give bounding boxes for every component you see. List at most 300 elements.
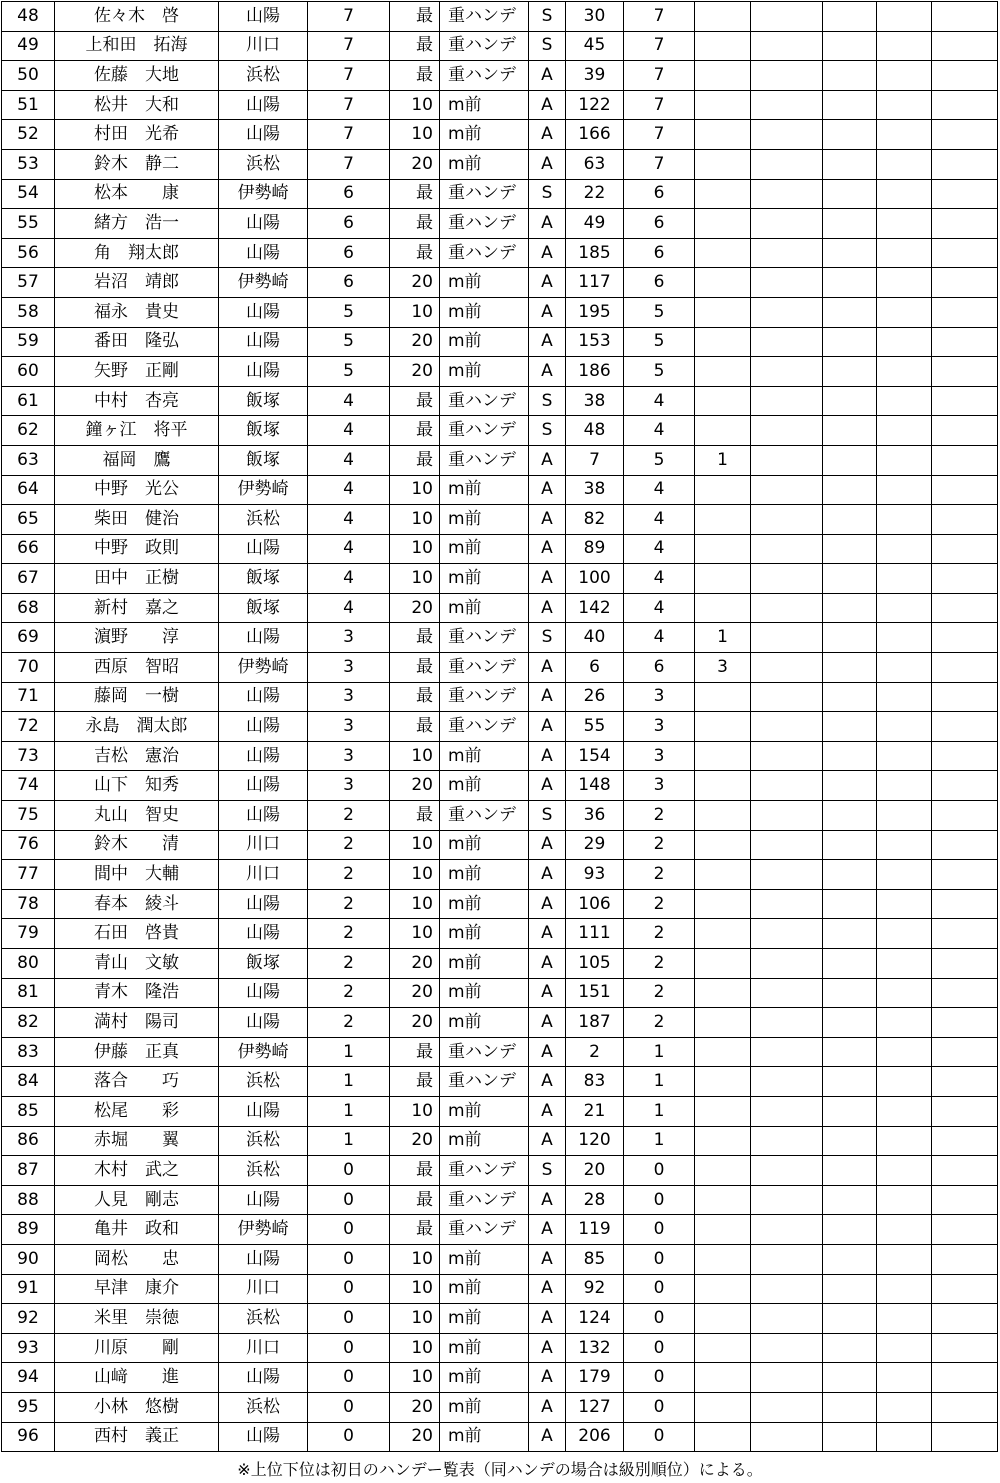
rank-class-cell: A: [529, 1185, 566, 1215]
home-track-cell: 山陽: [219, 741, 308, 771]
handicap-class-cell: 重ハンデ: [440, 653, 529, 683]
handicap-order-cell: 92: [566, 1274, 624, 1304]
empty-cell: [932, 1037, 998, 1067]
handicap-order-cell: 82: [566, 505, 624, 535]
table-row: [2, 31, 998, 61]
empty-cell: [751, 209, 823, 239]
empty-cell: [877, 90, 932, 120]
empty-cell: [932, 801, 998, 831]
home-track-cell: 山陽: [219, 327, 308, 357]
table-row: [2, 1363, 998, 1393]
empty-cell: [877, 593, 932, 623]
rank-class-cell: A: [529, 1392, 566, 1422]
racer-name-cell: 満村 陽司: [55, 1008, 219, 1038]
extra-score-cell: [695, 741, 751, 771]
empty-cell: [877, 1156, 932, 1186]
table-row: [2, 1156, 998, 1186]
empty-cell: [877, 327, 932, 357]
empty-cell: [823, 534, 877, 564]
handicap-class-cell: m前: [440, 1422, 529, 1452]
table-row: [2, 593, 998, 623]
rank-class-cell: A: [529, 1333, 566, 1363]
empty-cell: [751, 1422, 823, 1452]
table-row: [2, 475, 998, 505]
empty-cell: [751, 327, 823, 357]
handicap-order-cell: 93: [566, 860, 624, 890]
racer-name-cell: 小林 悠樹: [55, 1392, 219, 1422]
extra-score-cell: [695, 327, 751, 357]
rank-class-cell: A: [529, 238, 566, 268]
handicap-order-cell: 63: [566, 149, 624, 179]
empty-cell: [751, 416, 823, 446]
total-score-cell: 2: [624, 860, 695, 890]
handicap-distance-cell: 10: [390, 1274, 440, 1304]
empty-cell: [932, 475, 998, 505]
racer-name-cell: 佐々木 啓: [55, 2, 219, 32]
rank-class-cell: A: [529, 771, 566, 801]
empty-cell: [823, 1185, 877, 1215]
empty-cell: [877, 445, 932, 475]
handicap-distance-cell: 20: [390, 771, 440, 801]
row-number-cell: 69: [2, 623, 55, 653]
empty-cell: [823, 1037, 877, 1067]
empty-cell: [932, 1363, 998, 1393]
handicap-class-cell: m前: [440, 475, 529, 505]
empty-cell: [932, 1185, 998, 1215]
table-row: [2, 1244, 998, 1274]
empty-cell: [877, 505, 932, 535]
empty-cell: [751, 978, 823, 1008]
handicap-order-cell: 105: [566, 949, 624, 979]
empty-cell: [932, 149, 998, 179]
racer-name-cell: 青山 文敏: [55, 949, 219, 979]
extra-score-cell: [695, 61, 751, 91]
empty-cell: [932, 1215, 998, 1245]
home-track-cell: 川口: [219, 830, 308, 860]
racer-name-cell: 西村 義正: [55, 1422, 219, 1452]
empty-cell: [877, 889, 932, 919]
home-track-cell: 山陽: [219, 1096, 308, 1126]
empty-cell: [823, 860, 877, 890]
handicap-class-cell: 重ハンデ: [440, 416, 529, 446]
handicap-class-cell: m前: [440, 120, 529, 150]
total-score-cell: 7: [624, 149, 695, 179]
handicap-class-cell: m前: [440, 1008, 529, 1038]
empty-cell: [823, 771, 877, 801]
extra-score-cell: [695, 297, 751, 327]
empty-cell: [877, 1392, 932, 1422]
handicap-class-cell: 重ハンデ: [440, 2, 529, 32]
row-number-cell: 55: [2, 209, 55, 239]
score-cell: 0: [308, 1392, 390, 1422]
racer-name-cell: 川原 剛: [55, 1333, 219, 1363]
home-track-cell: 川口: [219, 860, 308, 890]
empty-cell: [751, 90, 823, 120]
total-score-cell: 2: [624, 949, 695, 979]
row-number-cell: 87: [2, 1156, 55, 1186]
score-cell: 0: [308, 1304, 390, 1334]
racer-name-cell: 早津 康介: [55, 1274, 219, 1304]
row-number-cell: 81: [2, 978, 55, 1008]
score-cell: 0: [308, 1333, 390, 1363]
empty-cell: [932, 682, 998, 712]
empty-cell: [751, 1244, 823, 1274]
extra-score-cell: [695, 1333, 751, 1363]
empty-cell: [877, 149, 932, 179]
extra-score-cell: [695, 1215, 751, 1245]
total-score-cell: 4: [624, 623, 695, 653]
table-row: [2, 653, 998, 683]
empty-cell: [932, 357, 998, 387]
table-row: [2, 1126, 998, 1156]
handicap-order-cell: 6: [566, 653, 624, 683]
empty-cell: [932, 1422, 998, 1452]
home-track-cell: 伊勢崎: [219, 475, 308, 505]
score-cell: 3: [308, 741, 390, 771]
handicap-order-cell: 39: [566, 61, 624, 91]
empty-cell: [823, 179, 877, 209]
row-number-cell: 49: [2, 31, 55, 61]
handicap-order-cell: 166: [566, 120, 624, 150]
total-score-cell: 3: [624, 682, 695, 712]
total-score-cell: 2: [624, 919, 695, 949]
empty-cell: [751, 238, 823, 268]
empty-cell: [877, 1274, 932, 1304]
table-row: [2, 445, 998, 475]
racer-name-cell: 松本 康: [55, 179, 219, 209]
handicap-distance-cell: 最: [390, 445, 440, 475]
score-cell: 4: [308, 564, 390, 594]
racer-name-cell: 丸山 智史: [55, 801, 219, 831]
home-track-cell: 飯塚: [219, 949, 308, 979]
home-track-cell: 山陽: [219, 801, 308, 831]
racer-name-cell: 福岡 鷹: [55, 445, 219, 475]
rank-class-cell: A: [529, 564, 566, 594]
score-cell: 7: [308, 149, 390, 179]
empty-cell: [823, 653, 877, 683]
handicap-class-cell: m前: [440, 830, 529, 860]
empty-cell: [877, 1126, 932, 1156]
home-track-cell: 伊勢崎: [219, 1037, 308, 1067]
total-score-cell: 6: [624, 653, 695, 683]
empty-cell: [877, 1185, 932, 1215]
empty-cell: [877, 1422, 932, 1452]
empty-cell: [877, 682, 932, 712]
row-number-cell: 90: [2, 1244, 55, 1274]
row-number-cell: 50: [2, 61, 55, 91]
extra-score-cell: [695, 1185, 751, 1215]
table-row: [2, 120, 998, 150]
rank-class-cell: A: [529, 1274, 566, 1304]
extra-score-cell: [695, 90, 751, 120]
handicap-order-cell: 89: [566, 534, 624, 564]
handicap-order-cell: 21: [566, 1096, 624, 1126]
total-score-cell: 0: [624, 1156, 695, 1186]
empty-cell: [823, 61, 877, 91]
table-row: [2, 801, 998, 831]
handicap-class-cell: m前: [440, 357, 529, 387]
table-row: [2, 505, 998, 535]
handicap-order-cell: 48: [566, 416, 624, 446]
table-row: [2, 741, 998, 771]
total-score-cell: 6: [624, 209, 695, 239]
empty-cell: [932, 1126, 998, 1156]
handicap-order-cell: 30: [566, 2, 624, 32]
empty-cell: [823, 31, 877, 61]
handicap-distance-cell: 20: [390, 268, 440, 298]
home-track-cell: 伊勢崎: [219, 1215, 308, 1245]
handicap-class-cell: m前: [440, 1096, 529, 1126]
empty-cell: [751, 534, 823, 564]
empty-cell: [932, 31, 998, 61]
row-number-cell: 71: [2, 682, 55, 712]
empty-cell: [932, 593, 998, 623]
rank-class-cell: A: [529, 1126, 566, 1156]
empty-cell: [751, 771, 823, 801]
handicap-class-cell: m前: [440, 919, 529, 949]
table-row: [2, 1215, 998, 1245]
table-row: [2, 919, 998, 949]
rank-class-cell: S: [529, 2, 566, 32]
extra-score-cell: [695, 1244, 751, 1274]
racer-name-cell: 番田 隆弘: [55, 327, 219, 357]
empty-cell: [751, 1008, 823, 1038]
score-cell: 7: [308, 90, 390, 120]
empty-cell: [751, 445, 823, 475]
empty-cell: [751, 1037, 823, 1067]
score-cell: 0: [308, 1244, 390, 1274]
home-track-cell: 山陽: [219, 712, 308, 742]
racer-name-cell: 永島 潤太郎: [55, 712, 219, 742]
row-number-cell: 86: [2, 1126, 55, 1156]
rank-class-cell: S: [529, 386, 566, 416]
empty-cell: [932, 238, 998, 268]
empty-cell: [877, 1096, 932, 1126]
racer-name-cell: 赤堀 翼: [55, 1126, 219, 1156]
score-cell: 7: [308, 61, 390, 91]
table-row: [2, 1304, 998, 1334]
empty-cell: [751, 268, 823, 298]
table-row: [2, 1185, 998, 1215]
table-row: [2, 564, 998, 594]
rank-class-cell: A: [529, 889, 566, 919]
racer-name-cell: 新村 嘉之: [55, 593, 219, 623]
home-track-cell: 川口: [219, 31, 308, 61]
handicap-class-cell: 重ハンデ: [440, 1156, 529, 1186]
empty-cell: [877, 653, 932, 683]
extra-score-cell: [695, 505, 751, 535]
extra-score-cell: [695, 268, 751, 298]
empty-cell: [877, 801, 932, 831]
rank-class-cell: A: [529, 505, 566, 535]
racer-name-cell: 吉松 憲治: [55, 741, 219, 771]
handicap-distance-cell: 最: [390, 682, 440, 712]
handicap-distance-cell: 10: [390, 1244, 440, 1274]
empty-cell: [823, 297, 877, 327]
handicap-order-cell: 7: [566, 445, 624, 475]
row-number-cell: 75: [2, 801, 55, 831]
empty-cell: [823, 238, 877, 268]
empty-cell: [932, 1304, 998, 1334]
rank-class-cell: A: [529, 978, 566, 1008]
extra-score-cell: [695, 860, 751, 890]
results-table-body: [2, 2, 998, 1452]
table-row: [2, 1274, 998, 1304]
empty-cell: [877, 1067, 932, 1097]
empty-cell: [823, 593, 877, 623]
score-cell: 1: [308, 1037, 390, 1067]
handicap-distance-cell: 10: [390, 860, 440, 890]
total-score-cell: 7: [624, 2, 695, 32]
total-score-cell: 0: [624, 1304, 695, 1334]
table-row: [2, 860, 998, 890]
empty-cell: [932, 534, 998, 564]
table-row: [2, 416, 998, 446]
home-track-cell: 山陽: [219, 623, 308, 653]
racer-name-cell: 山﨑 進: [55, 1363, 219, 1393]
handicap-distance-cell: 20: [390, 327, 440, 357]
table-row: [2, 2, 998, 32]
home-track-cell: 浜松: [219, 61, 308, 91]
extra-score-cell: [695, 209, 751, 239]
score-cell: 2: [308, 919, 390, 949]
handicap-order-cell: 22: [566, 179, 624, 209]
home-track-cell: 山陽: [219, 682, 308, 712]
extra-score-cell: [695, 1363, 751, 1393]
empty-cell: [877, 1037, 932, 1067]
home-track-cell: 山陽: [219, 120, 308, 150]
home-track-cell: 浜松: [219, 1067, 308, 1097]
handicap-class-cell: 重ハンデ: [440, 712, 529, 742]
row-number-cell: 54: [2, 179, 55, 209]
handicap-class-cell: 重ハンデ: [440, 61, 529, 91]
handicap-class-cell: 重ハンデ: [440, 386, 529, 416]
home-track-cell: 川口: [219, 1333, 308, 1363]
total-score-cell: 0: [624, 1363, 695, 1393]
empty-cell: [877, 1363, 932, 1393]
racer-name-cell: 角 翔太郎: [55, 238, 219, 268]
handicap-order-cell: 195: [566, 297, 624, 327]
handicap-order-cell: 28: [566, 1185, 624, 1215]
empty-cell: [932, 1244, 998, 1274]
handicap-order-cell: 38: [566, 475, 624, 505]
rank-class-cell: A: [529, 268, 566, 298]
empty-cell: [751, 564, 823, 594]
empty-cell: [932, 889, 998, 919]
table-row: [2, 386, 998, 416]
empty-cell: [823, 149, 877, 179]
total-score-cell: 7: [624, 120, 695, 150]
row-number-cell: 58: [2, 297, 55, 327]
score-cell: 0: [308, 1185, 390, 1215]
handicap-order-cell: 179: [566, 1363, 624, 1393]
racer-name-cell: 春本 綾斗: [55, 889, 219, 919]
home-track-cell: 山陽: [219, 90, 308, 120]
table-row: [2, 149, 998, 179]
empty-cell: [877, 564, 932, 594]
score-cell: 6: [308, 268, 390, 298]
handicap-class-cell: 重ハンデ: [440, 801, 529, 831]
score-cell: 3: [308, 771, 390, 801]
empty-cell: [751, 61, 823, 91]
handicap-class-cell: m前: [440, 297, 529, 327]
empty-cell: [823, 327, 877, 357]
table-row: [2, 889, 998, 919]
handicap-distance-cell: 10: [390, 1333, 440, 1363]
score-cell: 3: [308, 623, 390, 653]
score-cell: 6: [308, 209, 390, 239]
empty-cell: [823, 1304, 877, 1334]
handicap-distance-cell: 10: [390, 1363, 440, 1393]
table-row: [2, 830, 998, 860]
rank-class-cell: A: [529, 1037, 566, 1067]
total-score-cell: 2: [624, 978, 695, 1008]
row-number-cell: 72: [2, 712, 55, 742]
table-row: [2, 771, 998, 801]
table-row: [2, 1392, 998, 1422]
handicap-distance-cell: 最: [390, 2, 440, 32]
handicap-distance-cell: 20: [390, 593, 440, 623]
rank-class-cell: S: [529, 801, 566, 831]
empty-cell: [751, 505, 823, 535]
extra-score-cell: [695, 179, 751, 209]
handicap-class-cell: m前: [440, 268, 529, 298]
score-cell: 2: [308, 949, 390, 979]
results-table: [1, 1, 998, 1452]
home-track-cell: 浜松: [219, 1126, 308, 1156]
empty-cell: [877, 120, 932, 150]
handicap-order-cell: 83: [566, 1067, 624, 1097]
empty-cell: [823, 475, 877, 505]
empty-cell: [823, 268, 877, 298]
handicap-order-cell: 206: [566, 1422, 624, 1452]
home-track-cell: 山陽: [219, 919, 308, 949]
score-cell: 4: [308, 505, 390, 535]
empty-cell: [751, 741, 823, 771]
row-number-cell: 59: [2, 327, 55, 357]
empty-cell: [932, 1333, 998, 1363]
extra-score-cell: [695, 1067, 751, 1097]
empty-cell: [932, 416, 998, 446]
score-cell: 5: [308, 357, 390, 387]
total-score-cell: 4: [624, 593, 695, 623]
total-score-cell: 6: [624, 268, 695, 298]
empty-cell: [932, 830, 998, 860]
total-score-cell: 3: [624, 771, 695, 801]
row-number-cell: 95: [2, 1392, 55, 1422]
empty-cell: [877, 416, 932, 446]
extra-score-cell: [695, 564, 751, 594]
total-score-cell: 1: [624, 1096, 695, 1126]
table-row: [2, 209, 998, 239]
handicap-distance-cell: 最: [390, 801, 440, 831]
table-row: [2, 327, 998, 357]
handicap-class-cell: 重ハンデ: [440, 238, 529, 268]
table-row: [2, 357, 998, 387]
rank-class-cell: S: [529, 623, 566, 653]
rank-class-cell: A: [529, 1008, 566, 1038]
home-track-cell: 伊勢崎: [219, 268, 308, 298]
handicap-order-cell: 127: [566, 1392, 624, 1422]
racer-name-cell: 鈴木 清: [55, 830, 219, 860]
extra-score-cell: [695, 1274, 751, 1304]
empty-cell: [877, 475, 932, 505]
handicap-distance-cell: 最: [390, 61, 440, 91]
racer-name-cell: 松井 大和: [55, 90, 219, 120]
racer-name-cell: 緒方 浩一: [55, 209, 219, 239]
footnote: ※上位下位は初日のハンデー覧表（同ハンデの場合は級別順位）による。: [237, 1460, 763, 1479]
empty-cell: [877, 2, 932, 32]
